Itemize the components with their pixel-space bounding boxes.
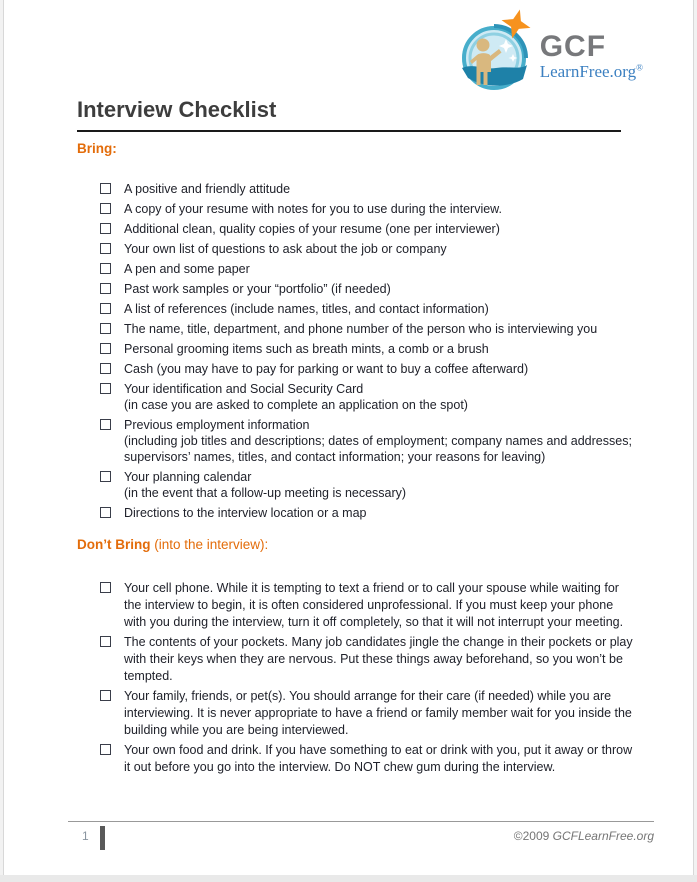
checkbox-icon xyxy=(100,507,111,518)
checkbox-icon xyxy=(100,223,111,234)
dont-bring-checklist xyxy=(100,580,634,779)
checklist-item-text: Directions to the interview location or a map xyxy=(124,506,367,520)
checklist-item xyxy=(100,201,634,217)
checklist-item xyxy=(100,221,634,237)
checklist-item xyxy=(100,261,634,277)
checkbox-icon xyxy=(100,582,111,593)
heading-bold-text: Bring: xyxy=(77,141,117,156)
heading-rest-text: (into the interview): xyxy=(150,537,269,552)
checkbox-icon xyxy=(100,363,111,374)
checkbox-icon xyxy=(100,263,111,274)
checklist-item xyxy=(100,321,634,337)
checkbox-icon xyxy=(100,323,111,334)
copyright-text: ©2009 GCFLearnFree.org xyxy=(513,829,654,843)
checklist-item xyxy=(100,181,634,197)
checklist-item-text: Your own food and drink. If you have something to eat or drink with you, put it away or throw it out before you go into the interview. Do NOT chew gum during the interview. xyxy=(124,743,633,774)
section-heading-bring xyxy=(77,141,117,156)
checkbox-icon xyxy=(100,343,111,354)
bring-checklist xyxy=(100,181,634,525)
checklist-item-text: A positive and friendly attitude xyxy=(124,182,291,196)
checklist-item xyxy=(100,634,634,685)
heading-bold-text: Don’t Bring xyxy=(77,537,151,552)
checklist-item xyxy=(100,688,634,739)
checklist-item-text: A list of references (include names, titles, and contact information) xyxy=(124,302,489,316)
checklist-item-text: Previous employment information (including job titles and descriptions; dates of employment; company names and addresses; supervisors’ names, titles, and contact information; your reasons for leaving) xyxy=(124,418,632,464)
checklist-item-text: The name, title, department, and phone number of the person who is interviewing you xyxy=(124,322,598,336)
checklist-item-text: Personal grooming items such as breath mints, a comb or a brush xyxy=(124,342,489,356)
checklist-item-text: Your family, friends, or pet(s). You should arrange for their care (if needed) while you are interviewing. It is never appropriate to have a friend or family member wait for you inside the building while you are being interviewed. xyxy=(124,689,632,737)
checklist-item-text: A copy of your resume with notes for you to use during the interview. xyxy=(124,202,502,216)
checklist-item-text: Past work samples or your “portfolio” (if needed) xyxy=(124,282,391,296)
checklist-item xyxy=(100,241,634,257)
checklist-item xyxy=(100,469,634,501)
checklist-item xyxy=(100,361,634,377)
checkbox-icon xyxy=(100,383,111,394)
gcf-logo xyxy=(454,8,643,94)
page-footer xyxy=(68,821,654,850)
checklist-item xyxy=(100,580,634,631)
checkbox-icon xyxy=(100,419,111,430)
copyright-brand: GCFLearnFree.org xyxy=(552,829,654,843)
checkbox-icon xyxy=(100,243,111,254)
checkbox-icon xyxy=(100,183,111,194)
checkbox-icon xyxy=(100,744,111,755)
checklist-item xyxy=(100,281,634,297)
checkbox-icon xyxy=(100,303,111,314)
checklist-item-text: Additional clean, quality copies of your resume (one per interviewer) xyxy=(124,222,500,236)
checklist-item-text: Your identification and Social Security Card (in case you are asked to complete an application on the spot) xyxy=(124,382,468,412)
page-bottom-edge xyxy=(0,875,697,882)
footer-divider-bar xyxy=(100,826,105,850)
page-number: 1 xyxy=(82,829,89,843)
checklist-item xyxy=(100,341,634,357)
checklist-item-text: Your planning calendar (in the event that a follow-up meeting is necessary) xyxy=(124,470,407,500)
checklist-item-text: A pen and some paper xyxy=(124,262,250,276)
checkbox-icon xyxy=(100,283,111,294)
logo-learnfree-text: LearnFree.org® xyxy=(539,62,643,81)
checklist-item-text: Your cell phone. While it is tempting to text a friend or to call your spouse while waiting for the interview to begin, it is often considered unprofessional. If you must keep your phone with you during the interview, turn it off completely, so that it will not interrupt your meeting. xyxy=(124,581,624,629)
registered-mark: ® xyxy=(636,62,643,73)
checkbox-icon xyxy=(100,690,111,701)
logo-gcf-text: GCF xyxy=(539,30,607,63)
page-title: Interview Checklist xyxy=(77,97,277,122)
checklist-item xyxy=(100,742,634,776)
section-heading-dont-bring xyxy=(77,537,268,552)
checklist-item xyxy=(100,417,634,465)
checklist-item xyxy=(100,505,634,521)
checkbox-icon xyxy=(100,203,111,214)
document-page xyxy=(3,0,694,875)
checklist-item-text: Your own list of questions to ask about the job or company xyxy=(124,242,447,256)
checkbox-icon xyxy=(100,636,111,647)
title-block xyxy=(77,97,621,132)
gcf-logo-icon xyxy=(454,8,536,94)
checklist-item-text: Cash (you may have to pay for parking or want to buy a coffee afterward) xyxy=(124,362,529,376)
checklist-item xyxy=(100,381,634,413)
checklist-item-text: The contents of your pockets. Many job candidates jingle the change in their pockets or play with their keys when they are nervous. Put these things away beforehand, so you won’t be tempted. xyxy=(124,635,633,683)
checklist-item xyxy=(100,301,634,317)
checkbox-icon xyxy=(100,471,111,482)
